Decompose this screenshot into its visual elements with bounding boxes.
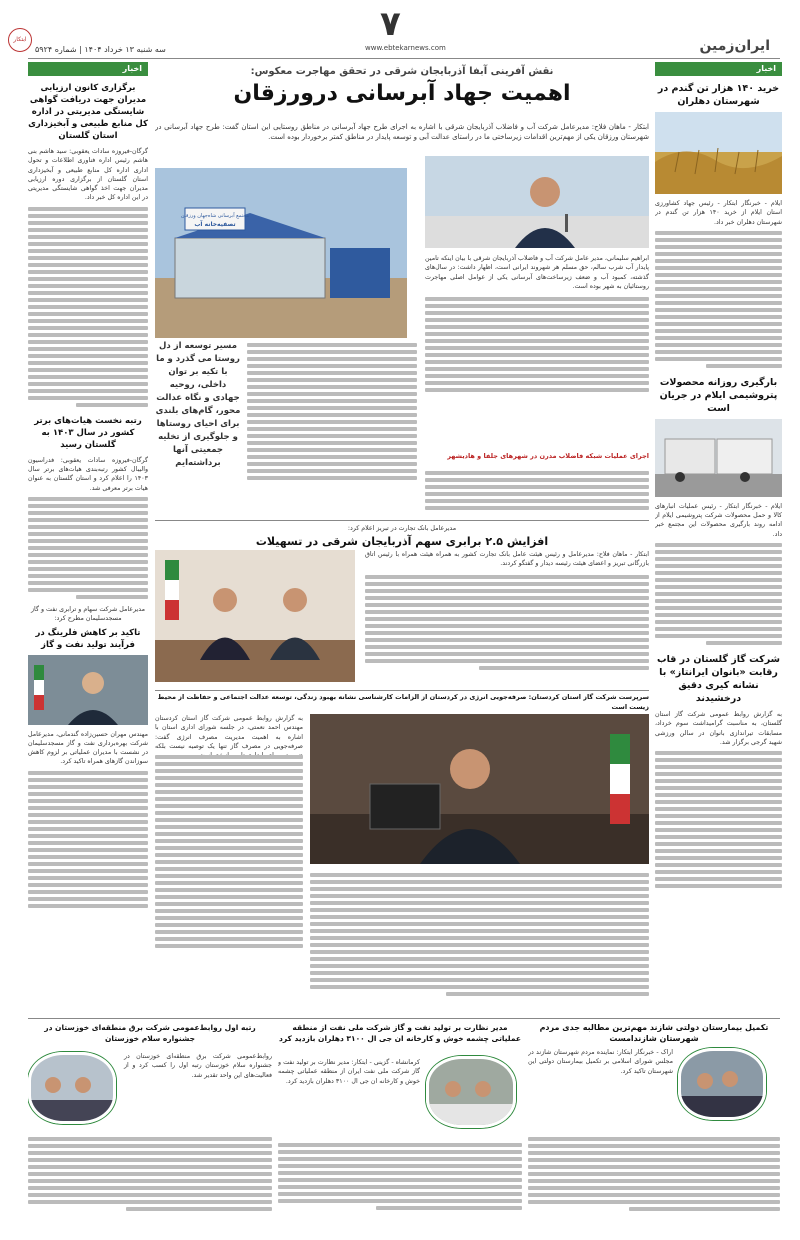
official-portrait-photo	[28, 655, 148, 725]
story-body: اراک - خبرنگار ابتکار: نماینده مردم شهرستان شازند در مجلس شورای اسلامی بر تکمیل بیمارستان دولتی این شهرستان تاکید کرد.	[528, 1049, 673, 1075]
bottom-left-story	[28, 1022, 272, 1232]
newspaper-seal-logo: ابتکار	[8, 28, 32, 52]
news-tag: اخبار	[655, 62, 782, 76]
page-header	[0, 0, 800, 58]
bank-story	[155, 524, 649, 688]
hospital-visit-photo	[678, 1048, 766, 1120]
story-body: گرگان-فیروزه سادات یعقوبی: فدراسیون والیبال کشور رتبه‌بندی هیات‌های برتر سال ۱۴۰۳ را اعلام کرد و استان گلستان به عنوان هیات برتر معرفی شد.	[28, 456, 148, 492]
bottom-center-story	[278, 1022, 522, 1232]
story-body: روابط‌عمومی شرکت برق منطقه‌ای خوزستان در جشنواره سلام خوزستان رتبه اول را کسب کرد و از فعالیت‌های این واحد تقدیر شد.	[124, 1053, 272, 1079]
story-body: مهندس مهران حسین‌زاده گندمانی، مدیرعامل شرکت بهره‌برداری نفت و گاز مسجدسلیمان در نشست با مدیران عملیاتی بر لزوم کاهش سوزاندن گازهای همراه تاکید کرد.	[28, 730, 148, 766]
gas-story	[155, 692, 649, 1012]
sign-text-line1: مجتمع آبرسانی شاه‌جهان ورزقان	[180, 213, 250, 219]
left-column	[28, 62, 148, 1022]
right-column	[655, 62, 782, 1022]
story-title[interactable]: شرکت گاز گلستان در قاب رقابت «بانوان ایرانتاز» با نشانه کیری دقیق درخشیدند	[657, 654, 780, 705]
main-body-start: ابراهیم سلیمانی، مدیر عامل شرکت آب و فاضلاب آذربایجان شرقی با بیان اینکه تامین پایدار آب شرب سالم، حق مسلم هر شهروند ایرانی است، اظهار داشت: در سال‌های گذشته، کمبود آب و ضعف زیرساخت‌های آبرسانی یکی از عوامل اصلی مهاجرت روستائیان به شهر بوده است.	[425, 255, 649, 290]
gas-body: به گزارش روابط عمومی شرکت گاز استان کردستان مهندس احمد نعمتی، در جلسه شورای اداری استان با اشاره به اهمیت مدیریت مصرف انرژی گفت: صرفه‌جویی در مصرف گاز تنها یک توصیه نیست بلکه	[155, 715, 303, 750]
oil-site-visit-photo	[426, 1056, 516, 1128]
bank-body: ابتکار - ماهان فلاح: مدیرعامل و رئیس هیئت عامل بانک تجارت کشور به همراه هیئت همراه با رئیس اتاق بازرگانی تبریز و اعضای هیئت رئیسه دیدار و گفتگو کردند.	[365, 551, 649, 568]
director-portrait-photo	[425, 156, 649, 248]
main-kicker: نقش آفرینی آبفا آذربایجان شرقی در تحقق مهاجرت معکوس:	[250, 66, 554, 77]
website-url[interactable]: www.ebtekarnews.com	[365, 44, 446, 52]
page-number: ۷	[380, 4, 401, 44]
story-title[interactable]: برگزاری کانون ارزیابی مدیران جهت دریافت گواهی شایستگی مدیریتی در اداره کل منابع طبیعی و آبخیزداری استان گلستان	[28, 83, 148, 141]
section-divider	[155, 690, 649, 691]
main-headline[interactable]: اهمیت جهاد آبرسانی درورزقان	[233, 81, 571, 106]
story-title[interactable]: رتبه نخست هیات‌های برتر کشور در سال ۱۴۰۳ به گلستان رسید	[34, 415, 142, 450]
news-tag: اخبار	[28, 62, 148, 76]
gas-headline[interactable]: سرپرست شرکت گاز استان کردستان: صرفه‌جویی انرژی در کردستان از الزامات کارشناسی نشانه بهبود زندگی، توسعه عدالت اجتماعی و حفاظت از محیط زیست است	[157, 693, 649, 711]
story-body: گرگان-فیروزه سادات یعقوبی: سید هاشم بنی هاشم رئیس اداره فناوری اطلاعات و تحول اداری اداره کل منابع طبیعی و آبخیزداری استان گلستان از برگزاری دوره ارزیابی مدیران جهت اخذ گواهی شایستگی مدیریتی در این اداره کل خبر داد.	[28, 148, 148, 202]
wheat-harvest-photo	[655, 112, 782, 194]
section-brand: ایران‌زمین	[699, 38, 770, 54]
story-body: کرمانشاه - گزینی - ابتکار: مدیر نظارت بر تولید نفت و گاز شرکت ملی نفت ایران از منطقه عملیاتی چشمه خوش و کارخانه ان جی ال ۳۱۰۰ دهلران بازدید کرد.	[278, 1059, 420, 1085]
subhead-highlight: اجرای عملیات شبکه فاضلاب مدرن در شهرهای جلفا و هادیشهر	[447, 452, 649, 460]
story-title[interactable]: بارگیری روزانه محصولات پتروشیمی ایلام در جریان است	[659, 376, 778, 414]
section-divider	[155, 520, 649, 521]
bank-meeting-photo	[155, 550, 355, 682]
story-body: به گزارش روابط عمومی شرکت گاز استان گلستان، به مناسبت گرامیداشت سوم خرداد، مسابقات تیراندازی بانوان در سالن ورزشی شهید گرجی برگزار شد.	[655, 711, 782, 746]
pull-quote: مسیر توسعه از دل روستا می گذرد و ما با تکیه بر توان داخلی، روحیه جهادی و نگاه عدالت محور، گام‌های بلندی برای احیای روستاها و جلوگیری از تخلیه جمعیتی آنها برداشته‌ایم	[155, 341, 241, 468]
story-title[interactable]: تاکید بر کاهش فلرینگ در فرآیند تولید نفت و گاز	[35, 627, 141, 650]
story-title[interactable]: مدیر نظارت بر تولید نفت و گاز شرکت ملی نفت از منطقه عملیاتی چشمه خوش و کارخانه ان جی ال ۳۱۰۰ دهلران بازدید کرد	[279, 1023, 521, 1043]
header-divider	[28, 58, 780, 59]
bottom-right-story	[528, 1022, 780, 1232]
main-story	[155, 64, 649, 524]
gas-official-photo	[310, 714, 649, 864]
bank-kicker: مدیرعامل بانک تجارت در تبریز اعلام کرد:	[347, 525, 457, 532]
story-kicker: مدیرعامل شرکت سهام و ترابری نفت و گاز مسجدسلیمان مطرح کرد:	[31, 605, 145, 623]
story-body: ایلام - خبرنگار ابتکار - رئیس عملیات انبارهای کالا و حمل محصولات شرکت پتروشیمی ایلام از ادامه روند بارگیری محصولات این مجتمع خبر داد.	[655, 502, 782, 538]
sign-text-line2: تصفیه‌خانه آب	[194, 221, 236, 228]
award-ceremony-photo	[28, 1052, 116, 1124]
main-lead: ابتکار - ماهان فلاح: مدیرعامل شرکت آب و فاضلاب آذربایجان شرقی با اشاره به اجرای طرح جهاد آبرسانی در مناطق روستایی این استان گفت: طرح جهاد آبرسانی در شهرستان ورزقان یکی از مهم‌ترین اقدامات زیرساختی ما در راستای عدالت آبی و توسعه پایدار در مناطق کمتر برخوردار بوده است.	[155, 123, 649, 141]
story-body: ایلام - خبرنگار ابتکار - رئیس جهاد کشاورزی استان ایلام از خرید ۱۴۰ هزار تن گندم در شهرستان دهلران خبر داد.	[655, 200, 782, 226]
story-title[interactable]: خرید ۱۴۰ هزار تن گندم در شهرستان دهلران	[657, 83, 780, 107]
story-title[interactable]: رتبه اول روابط‌عمومی شرکت برق منطقه‌ای خوزستان در جشنواره سلام خوزستان	[44, 1023, 256, 1043]
dateline: سه شنبه ۱۳ خرداد ۱۴۰۴ | شماره ۵۹۲۴	[35, 45, 166, 54]
bank-headline[interactable]: افزایش ۲.۵ برابری سهم آذربایجان شرقی در تسهیلات	[255, 535, 549, 549]
story-title[interactable]: تکمیل بیمارستان دولتی شازند مهم‌ترین مطالبه جدی مردم شهرستان شازندامست	[539, 1023, 769, 1043]
water-treatment-plant-photo	[155, 168, 407, 338]
petrochemical-trucks-photo	[655, 419, 782, 497]
bottom-divider	[28, 1018, 780, 1019]
